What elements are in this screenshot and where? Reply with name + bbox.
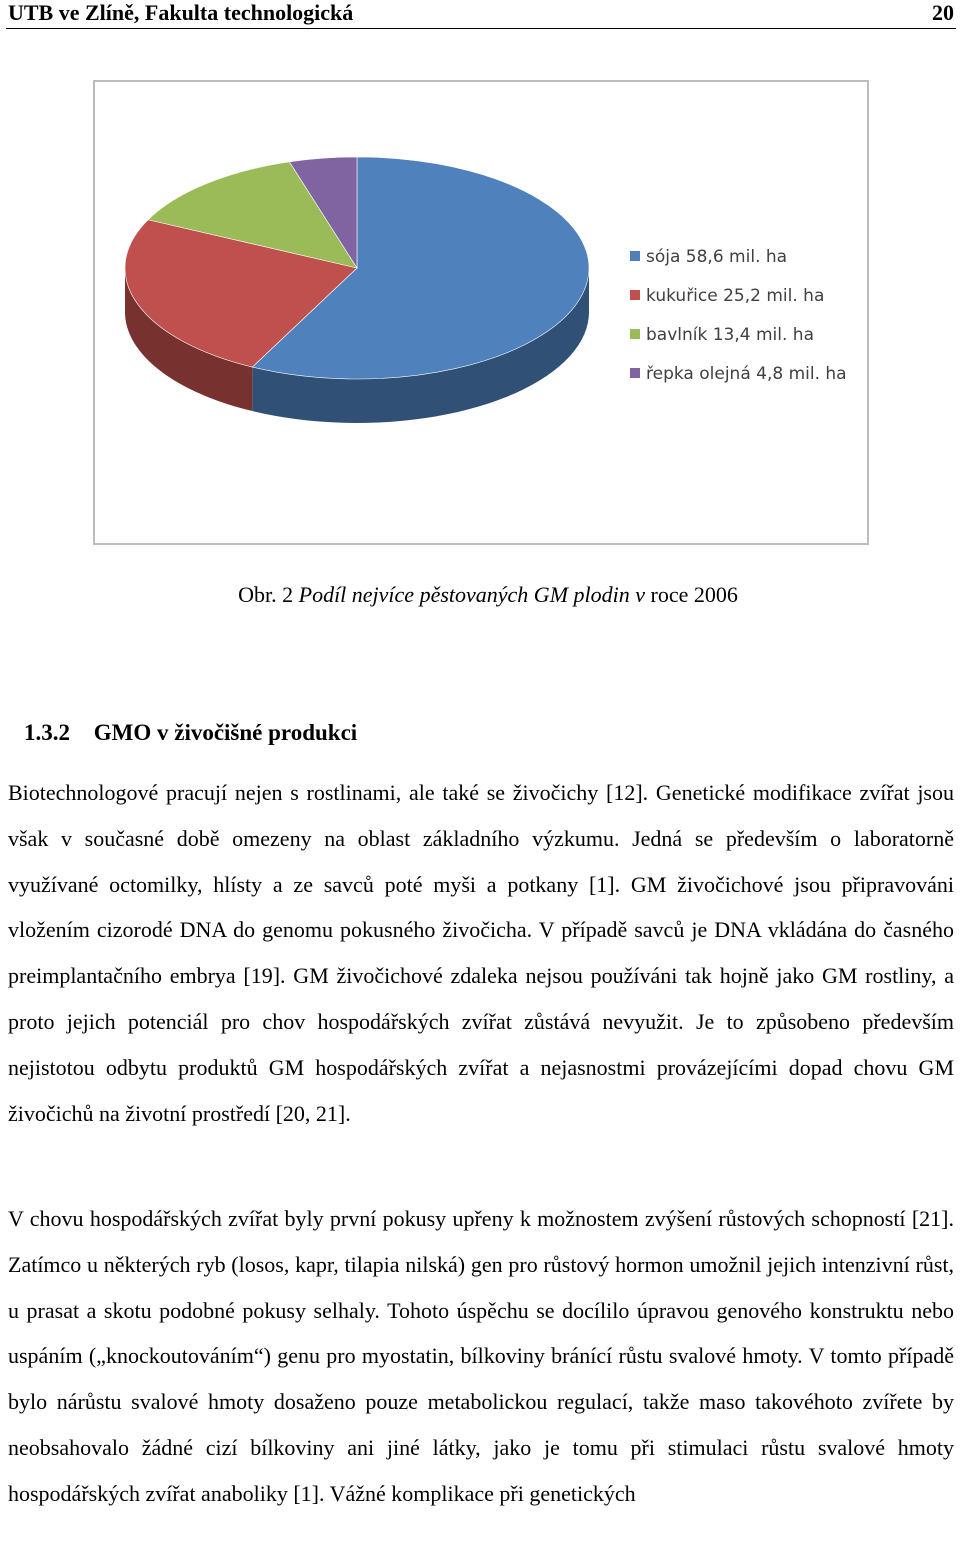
legend-swatch-0: [630, 251, 640, 261]
figure-caption: [0, 582, 960, 608]
section-title: GMO v živočišné produkci: [93, 720, 358, 745]
header-title: UTB ve Zlíně, Fakulta technologická: [8, 0, 354, 25]
legend-label-0: sója 58,6 mil. ha: [646, 247, 788, 267]
paragraph-2: V chovu hospodářských zvířat byly první pokusy upřeny k možnostem zvýšení růstových schopností [21]. Zatímco u některých ryb (losos, kapr, tilapia nilská) gen pro růstový hormon umožnil jejich intenzivní růst, u prasat a skotu podobné pokusy selhaly. Tohoto úspěchu se docílilo úpravou genového konstruktu nebo uspáním („knockoutováním“) genu pro myostatin, bílkoviny bránící růstu svalové hmoty. V tomto případě bylo nárůstu svalové hmoty dosaženo pouze metabolickou regulací, takže maso takovéhoto zvířete by neobsahovalo žádné cizí bílkoviny ani jiné látky, jako je tomu při stimulaci růstu svalové hmoty hospodářských zvířat anaboliky [1]. Vážné komplikace při genetických: [8, 1206, 954, 1506]
legend-swatch-3: [630, 368, 640, 378]
chart-legend: [630, 247, 847, 384]
legend-label-3: řepka olejná 4,8 mil. ha: [646, 364, 847, 384]
pie-chart: [95, 82, 867, 543]
caption-suffix: roce 2006: [645, 582, 738, 607]
page-number: 20: [932, 0, 954, 25]
pie-slices: [125, 157, 589, 379]
legend-swatch-2: [630, 329, 640, 339]
chart-frame: [93, 80, 869, 545]
section-number: 1.3.2: [24, 720, 70, 745]
paragraph-1: Biotechnologové pracují nejen s rostlinami, ale také se živočichy [12]. Genetické modifikace zvířat jsou však v současné době omezeny na oblast základního výzkumu. Jedná se především o laboratorně využívané octomilky, hlísty a ze savců poté myši a potkany [1]. GM živočichové jsou připravováni vložením cizorodé DNA do genomu pokusného živočicha. V případě savců je DNA vkládána do časného preimplantačního embrya [19]. GM živočichové zdaleka nejsou používáni tak hojně jako GM rostliny, a proto jejich potenciál pro chov hospodářských zvířat zůstává nevyužit. Je to způsobeno především nejistotou odbytu produktů GM hospodářských zvířat a nejasnostmi provázejícími dopad chovu GM živočichů na životní prostředí [20, 21].: [8, 780, 954, 1126]
page-header: [6, 0, 956, 29]
legend-label-2: bavlník 13,4 mil. ha: [646, 325, 814, 345]
caption-italic: Podíl nejvíce pěstovaných GM plodin v: [298, 582, 646, 607]
legend-label-1: kukuřice 25,2 mil. ha: [646, 286, 825, 306]
section-heading: [24, 720, 357, 746]
legend-swatch-1: [630, 290, 640, 300]
caption-prefix: Obr. 2: [238, 582, 299, 607]
